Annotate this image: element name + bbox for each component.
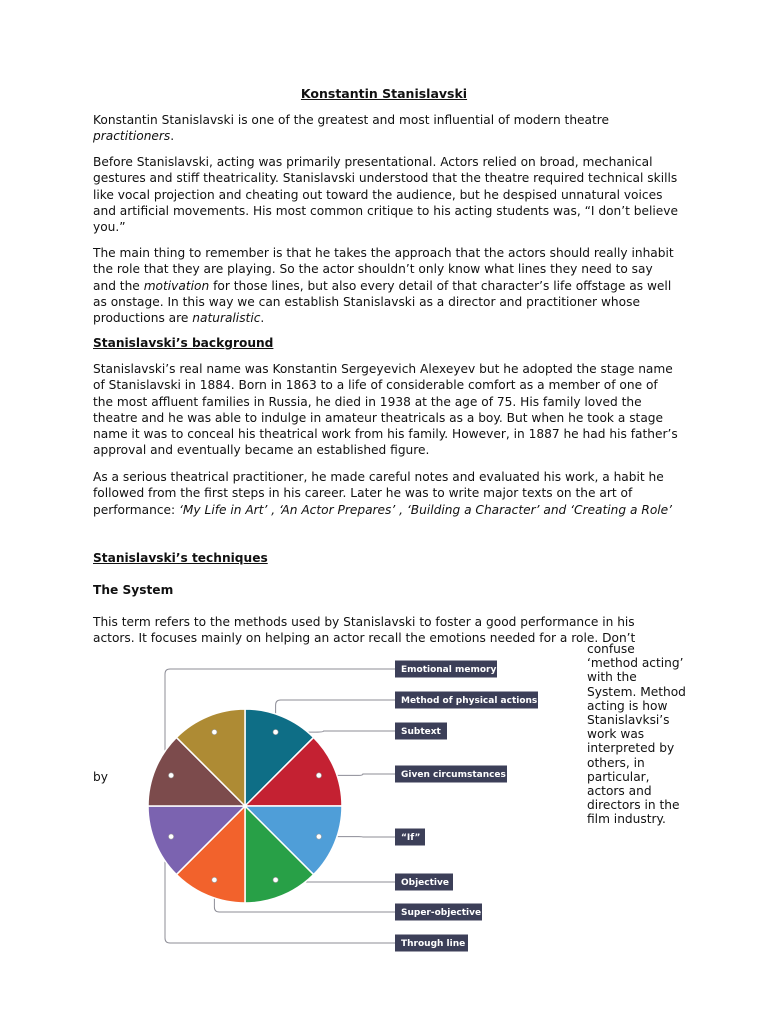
system-heading: The System — [93, 583, 174, 597]
diagram-label: “If” — [401, 833, 421, 844]
techniques-heading: Stanislavski’s techniques — [93, 551, 268, 565]
diagram-label: Super-objective — [401, 908, 482, 919]
main-text-c: . — [260, 311, 265, 326]
segment-dot — [316, 773, 321, 778]
by-text: by — [93, 770, 108, 784]
segment-dot — [168, 834, 173, 839]
segment-dot — [316, 834, 321, 839]
system-paragraph: This term refers to the methods used by Stanislavski to foster a good performance in his actors. It focuses mainly on helping an actor recall the emotions needed for a role. Don’t — [93, 615, 636, 646]
page-title: Konstantin Stanislavski — [300, 86, 468, 101]
segment-dot — [273, 877, 278, 882]
diagram-labels — [395, 661, 538, 952]
main-text-b: for those lines, but also every detail of that character’s life offstage as well as onstage. In this way we can establish Stanislavski as a director and practitioner whose productions are — [93, 278, 672, 326]
diagram-label: Given circumstances — [401, 770, 506, 781]
background-paragraph: Stanislavski’s real name was Konstantin Sergeyevich Alexeyev but he adopted the stage name of Stanislavski in 1884. Born in 1863 to a life of considerable comfort as a member of one of the most affluent families in Russia, he died in 1938 at the age of 75. His family loved the theatre and he was able to indulge in amateur theatricals as a boy. But when he took a stage name it was to conceal his theatrical work from his family. However, in 1887 he had his father’s approval and eventually became an established figure. — [93, 362, 678, 458]
segment-dot — [212, 729, 217, 734]
segment-dot — [168, 773, 173, 778]
segment-dot — [212, 877, 217, 882]
practitioner-text: As a serious theatrical practitioner, he made careful notes and evaluated his work, a habit he followed from the first steps in his career. Later he was to write major texts on the art of performance: — [93, 470, 664, 517]
side-text: confuse ‘method acting’ with the System. Method acting is how Stanislavksi’s work was interpreted by others, in particular, actors and directors in the film industry. — [587, 642, 686, 827]
diagram-label: Emotional memory — [401, 665, 497, 676]
practitioner-works: ‘My Life in Art’ , ‘An Actor Prepares’ , ‘Building a Character’ and ‘Creating a Role’ — [179, 502, 673, 517]
intro-end: . — [170, 129, 175, 144]
main-text-a: The main thing to remember is that he takes the approach that the actors should really inhabit the role that they are playing. So the actor shouldn’t only know what lines they need to say and the — [93, 246, 674, 293]
background-heading: Stanislavski’s background — [93, 336, 274, 350]
main-emphasis-motivation: motivation — [143, 278, 210, 293]
intro-text: Konstantin Stanislavski is one of the greatest and most influential of modern theatre — [93, 113, 610, 127]
diagram-label: Subtext — [401, 727, 441, 738]
diagram-label: Objective — [401, 878, 449, 889]
diagram-label: Through line — [401, 939, 466, 950]
intro-emphasis: practitioners — [93, 129, 171, 144]
diagram-label: Method of physical actions — [401, 696, 538, 707]
before-paragraph: Before Stanislavski, acting was primarily presentational. Actors relied on broad, mechanical gestures and stiff theatricality. Stanislavski understood that the theatre required technical skills like vocal projection and cheating out toward the audience, but he despised unnatural voices and artificial movements. His most common critique to his acting students was, “I don’t believe you.” — [93, 155, 679, 235]
segment-dot — [273, 729, 278, 734]
main-emphasis-naturalistic: naturalistic — [192, 311, 261, 326]
pie-wheel — [148, 709, 342, 903]
